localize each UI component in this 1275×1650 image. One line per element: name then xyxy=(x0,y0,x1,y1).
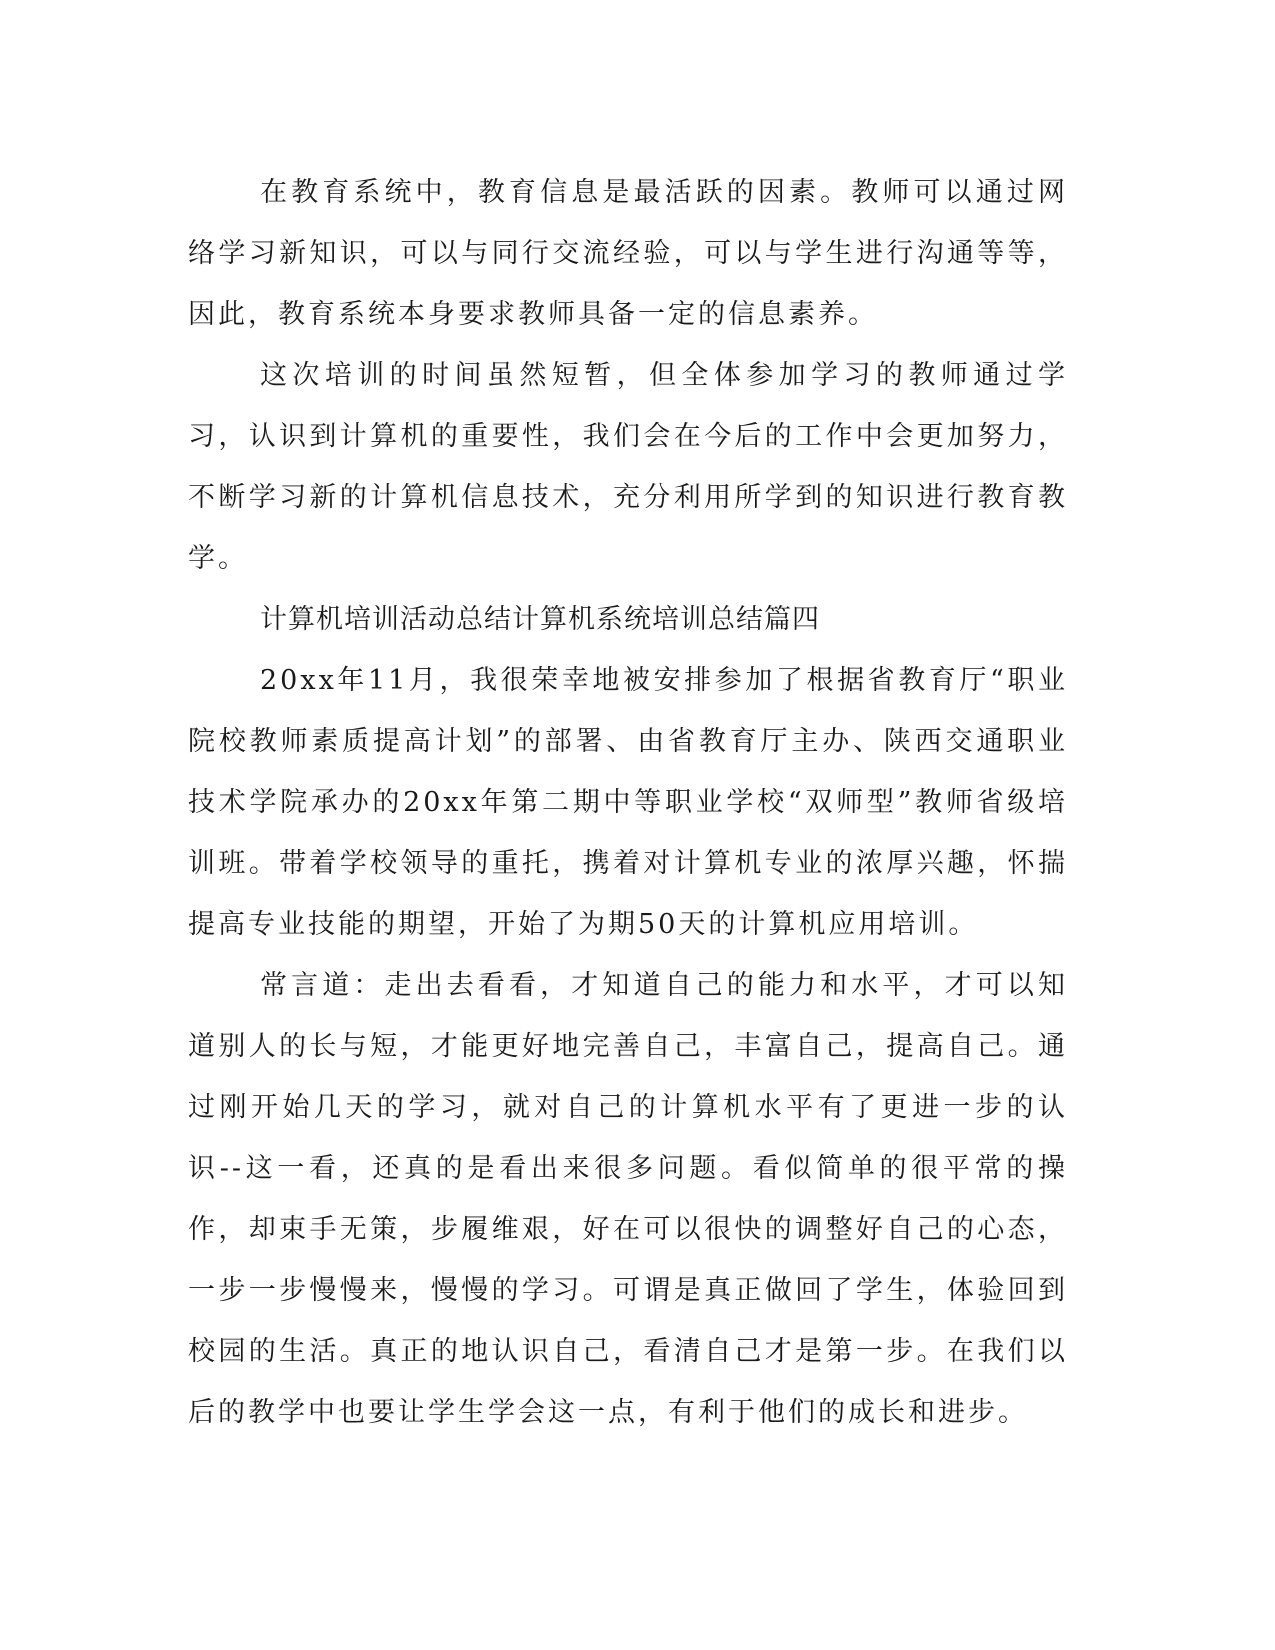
paragraph-training-reflection: 这次培训的时间虽然短暂，但全体参加学习的教师通过学习，认识到计算机的重要性，我们会在今后的工作中会更加努力，不断学习新的计算机信息技术，充分利用所学到的知识进行教育教学。 xyxy=(188,360,1068,574)
paragraph-training-arrangement: 20xx年11月，我很荣幸地被安排参加了根据省教育厅“职业院校教师素质提高计划”的部署、由省教育厅主办、陕西交通职业技术学院承办的20xx年第二期中等职业学校“双师型”教师省级培训班。带着学校领导的重托，携着对计算机专业的浓厚兴趣，怀揣提高专业技能的期望，开始了为期50天的计算机应用培训。 xyxy=(188,665,1068,940)
section-heading: 计算机培训活动总结计算机系统培训总结篇四 xyxy=(260,604,820,635)
document-body xyxy=(188,162,1068,1443)
paragraph-information-literacy: 在教育系统中，教育信息是最活跃的因素。教师可以通过网络学习新知识，可以与同行交流经验，可以与学生进行沟通等等，因此，教育系统本身要求教师具备一定的信息素养。 xyxy=(188,177,1068,330)
paragraph-self-awareness: 常言道：走出去看看，才知道自己的能力和水平，才可以知道别人的长与短，才能更好地完善自己，丰富自己，提高自己。通过刚开始几天的学习，就对自己的计算机水平有了更进一步的认识--这一看，还真的是看出来很多问题。看似简单的很平常的操作，却束手无策，步履维艰，好在可以很快的调整好自己的心态，一步一步慢慢来，慢慢的学习。可谓是真正做回了学生，体验回到校园的生活。真正的地认识自己，看清自己才是第一步。在我们以后的教学中也要让学生学会这一点，有利于他们的成长和进步。 xyxy=(188,970,1068,1428)
